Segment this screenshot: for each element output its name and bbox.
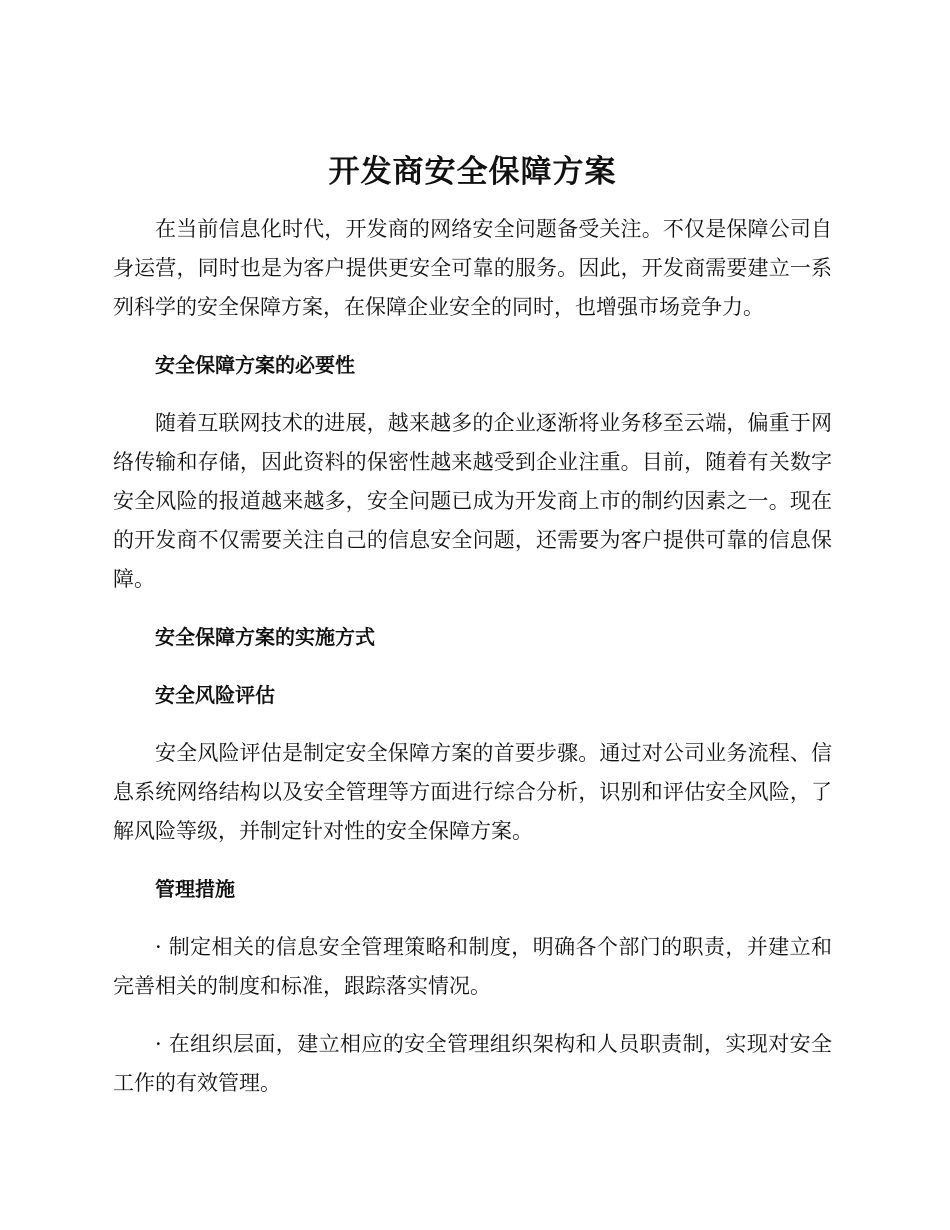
section-heading-implementation: 安全保障方案的实施方式: [155, 625, 375, 649]
necessity-paragraph: 随着互联网技术的进展，越来越多的企业逐渐将业务移至云端，偏重于网络传输和存储，因此资料的保密性越来越受到企业注重。目前，随着有关数字安全风险的报道越来越多，安全问题已成为开发商上市的制约因素之一。现在的开发商不仅需要关注自己的信息安全问题，还需要为客户提供可靠的信息保障。: [113, 411, 832, 591]
section-heading-necessity: 安全保障方案的必要性: [155, 353, 355, 377]
section-heading-risk-assessment: 安全风险评估: [155, 683, 275, 707]
risk-assessment-paragraph: 安全风险评估是制定安全保障方案的首要步骤。通过对公司业务流程、信息系统网络结构以及安全管理等方面进行综合分析，识别和评估安全风险，了解风险等级，并制定针对性的安全保障方案。: [113, 741, 832, 843]
section-heading-management-measures: 管理措施: [155, 877, 235, 901]
management-bullet-policy: · 制定相关的信息安全管理策略和制度，明确各个部门的职责，并建立和完善相关的制度和标准，跟踪落实情况。: [113, 935, 832, 998]
management-bullet-organization: · 在组织层面，建立相应的安全管理组织架构和人员职责制，实现对安全工作的有效管理。: [113, 1032, 832, 1095]
document-title: 开发商安全保障方案: [328, 154, 617, 190]
intro-paragraph: 在当前信息化时代，开发商的网络安全问题备受关注。不仅是保障公司自身运营，同时也是为客户提供更安全可靠的服务。因此，开发商需要建立一系列科学的安全保障方案，在保障企业安全的同时，也增强市场竞争力。: [113, 217, 832, 319]
